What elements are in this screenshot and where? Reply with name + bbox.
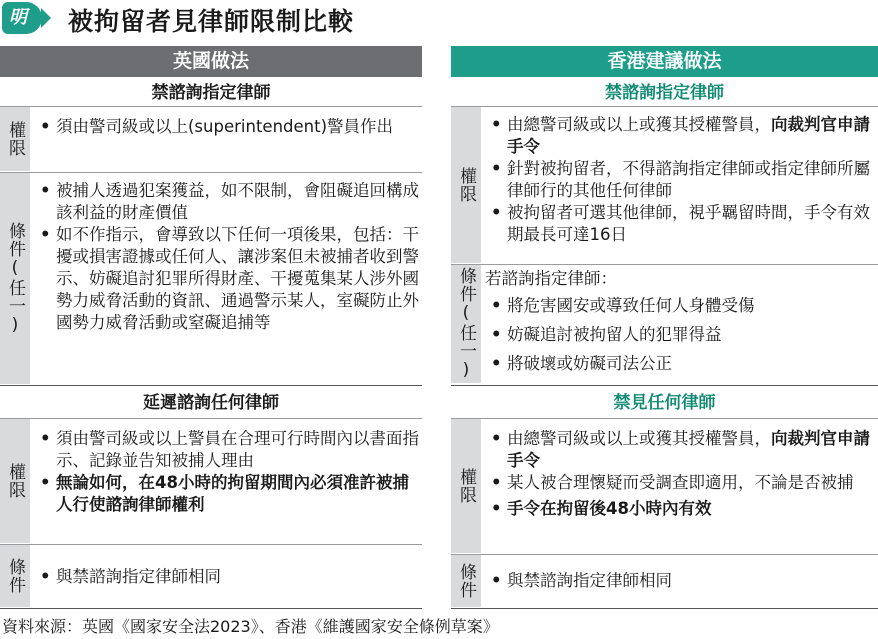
hk-section2-title: 禁見任何律師 [613,393,716,413]
divider [0,608,422,609]
hk-section1-title: 禁諮詢指定律師 [605,83,724,103]
uk-sec2-authority-text [32,428,424,516]
hk-sec2-authority-label: 權限 [451,419,481,553]
divider [451,418,878,419]
list-item: • 將危害國安或導致任何人身體受傷 [483,295,876,317]
list-item: • 須由警司級或以上(superintendent)警員作出 [32,116,424,138]
list-item: • 須由警司級或以上警員在合理可行時間內以書面指示、記錄並告知被捕人理由 [32,428,424,472]
hk-column-heading: 香港建議做法 [451,46,878,77]
page-title: 被拘留者見律師限制比較 [68,7,355,36]
divider [451,264,878,265]
divider [0,544,422,545]
hk-sec2-conditions-label: 條件 [451,555,481,607]
list-item: • 手令在拘留後48小時內有效 [483,498,876,520]
divider [0,106,422,107]
divider [451,385,878,386]
divider [451,106,878,107]
conditions-intro: 若諮詢指定律師： [485,269,617,288]
uk-sec2-conditions-label: 條件 [0,545,30,607]
source-note: 資料來源：英國《國家安全法2023》、香港《維護國家安全條例草案》 [2,617,499,636]
list-item: • 無論如何，在48小時的拘留期間內必須准許被捕人行使諮詢律師權利 [32,472,424,516]
divider [451,608,878,609]
list-item: • 由總警司級或以上或獲其授權警員，向裁判官申請手令 [483,428,876,472]
uk-sec2-authority-label: 權限 [0,419,30,543]
hk-sec2-authority-text [483,428,876,520]
divider [0,172,422,173]
uk-sec1-conditions-text [32,180,424,334]
list-item: • 被拘留者可選其他律師，視乎羈留時間，手令有效期最長可達16日 [483,202,876,246]
hk-sec1-authority-label: 權限 [451,107,481,263]
uk-sec1-conditions-label: 條件(任一) [0,173,30,384]
divider [451,554,878,555]
divider [0,418,422,419]
list-item: • 被捕人透過犯案獲益，如不限制，會阻礙追回構成該利益的財產價值 [32,180,424,224]
newspaper-logo: 明 [2,2,42,34]
list-item: • 針對被拘留者，不得諮詢指定律師或指定律師所屬律師行的其他任何律師 [483,158,876,202]
list-item: • 與禁諮詢指定律師相同 [32,566,424,588]
uk-section2-title: 延遲諮詢任何律師 [143,393,279,413]
divider [0,385,422,386]
list-item: • 某人被合理懷疑而受調查即適用，不論是否被捕 [483,472,876,494]
list-item: • 妨礙追討被拘留人的犯罪得益 [483,324,876,346]
list-item: • 由總警司級或以上或獲其授權警員，向裁判官申請手令 [483,114,876,158]
uk-section1-title: 禁諮詢指定律師 [151,83,271,103]
hk-sec2-conditions-text [483,570,876,592]
list-item: • 如不作指示，會導致以下任何一項後果，包括：干擾或損害證據或任何人、讓涉案但未被捕者收到警示、妨礙追討犯罪所得財產、干擾蒐集某人涉外國勢力威脅活動的資訊、通過警示某人，室礙防止外國勢力威脅活動或窒礙追捕等 [32,224,424,334]
hk-sec1-conditions-text [483,268,876,375]
uk-column-heading: 英國做法 [0,46,422,77]
uk-sec1-authority-label: 權限 [0,107,30,171]
hk-sec1-conditions-label: 條件(任一) [451,265,481,383]
list-item: • 與禁諮詢指定律師相同 [483,570,876,592]
list-item: • 將破壞或妨礙司法公正 [483,353,876,375]
hk-sec1-authority-text [483,114,876,246]
uk-sec1-authority-text [32,116,424,138]
uk-sec2-conditions-text [32,566,424,588]
